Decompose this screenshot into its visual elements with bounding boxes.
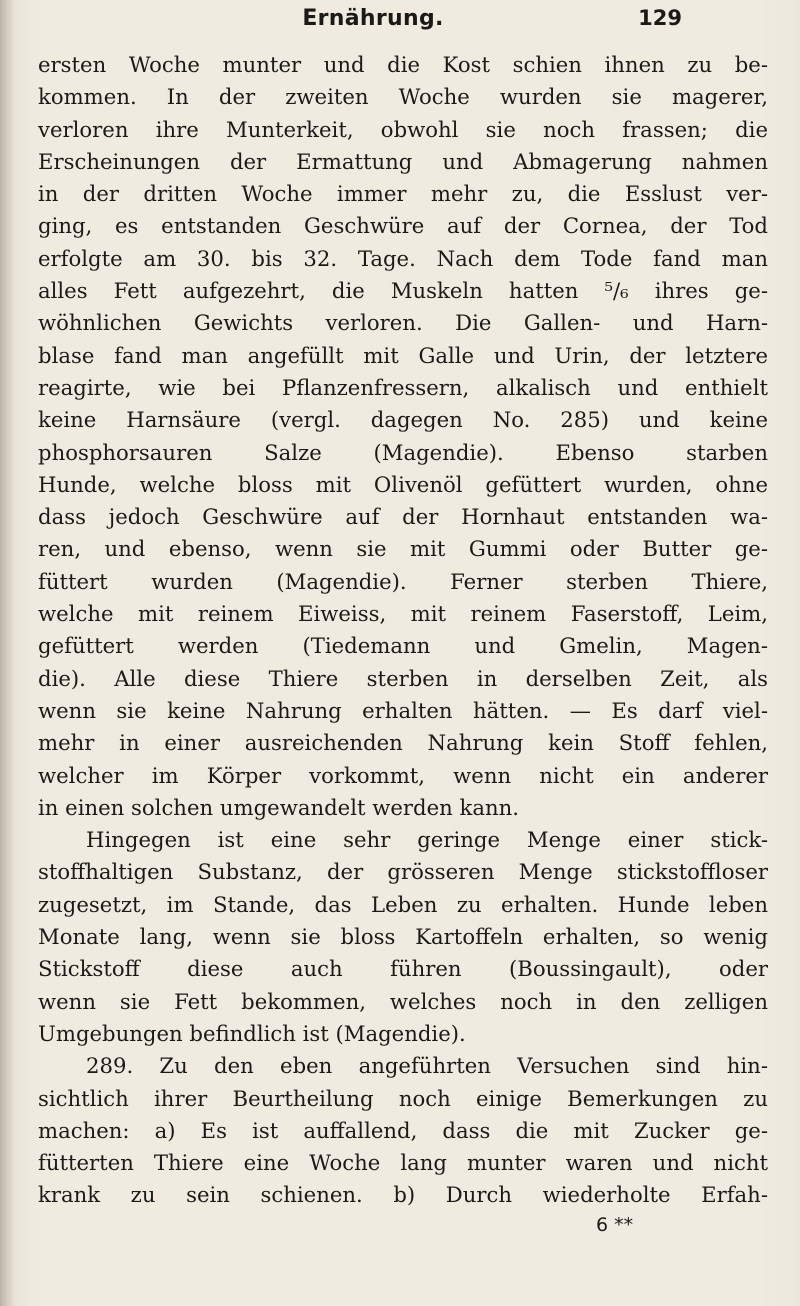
text-line: verloren ihre Munterkeit, obwohl sie noch frassen; die [38,116,768,142]
text-line: Umgebungen befindlich ist (Magendie). [38,1020,466,1046]
text-line: mehr in einer ausreichenden Nahrung kein Stoff fehlen, [38,730,768,756]
text-line: Stickstoff diese auch führen (Boussingault), oder [38,956,768,982]
text-line: blase fand man angefüllt mit Galle und Urin, der letztere [38,342,768,368]
text-line: dass jedoch Geschwüre auf der Hornhaut entstanden wa- [38,504,768,530]
text-line: die). Alle diese Thiere sterben in derselben Zeit, als [38,665,768,691]
text-line: ersten Woche munter und die Kost schien ihnen zu be- [38,52,768,77]
text-line: in der dritten Woche immer mehr zu, die Esslust ver- [38,181,768,207]
text-line: krank zu sein schienen. b) Durch wiederholte Erfah- [38,1182,768,1208]
text-line: welche mit reinem Eiweiss, mit reinem Faserstoff, Leim, [38,601,768,627]
text-line: fütterten Thiere eine Woche lang munter waren und nicht [38,1150,768,1176]
text-line: kommen. In der zweiten Woche wurden sie magerer, [38,84,768,110]
text-line: reagirte, wie bei Pflanzenfressern, alkalisch und enthielt [38,374,768,400]
text-line: zugesetzt, im Stande, das Leben zu erhalten. Hunde leben [38,891,768,917]
text-line: 289. Zu den eben angeführten Versuchen sind hin- [86,1053,768,1079]
text-line: wenn sie Fett bekommen, welches noch in den zelligen [38,988,768,1014]
text-line: keine Harnsäure (vergl. dagegen No. 285) und keine [38,407,768,433]
running-title: Ernährung. [302,6,444,31]
text-line: Erscheinungen der Ermattung und Abmagerung nahmen [38,148,768,174]
text-line: sichtlich ihrer Beurtheilung noch einige Bemerkungen zu [38,1085,768,1111]
text-line: welcher im Körper vorkommt, wenn nicht ein anderer [38,762,768,788]
text-line: alles Fett aufgezehrt, die Muskeln hatten ⁵/₆ ihres ge- [38,278,768,304]
text-line: Monate lang, wenn sie bloss Kartoffeln erhalten, so wenig [38,924,768,950]
body-text [38,49,768,1238]
text-line: Hunde, welche bloss mit Olivenöl gefüttert wurden, ohne [38,471,768,497]
text-line: wenn sie keine Nahrung erhalten hätten. — Es darf viel- [38,697,768,723]
text-line: in einen solchen umgewandelt werden kann. [38,794,520,820]
text-line: stoffhaltigen Substanz, der grösseren Menge stickstoffloser [38,859,768,885]
text-line: phosphorsauren Salze (Magendie). Ebenso starben [38,439,768,465]
text-line: gefüttert werden (Tiedemann und Gmelin, Magen- [38,633,768,659]
page-number: 129 [638,6,682,30]
text-line: machen: a) Es ist auffallend, dass die mit Zucker ge- [38,1117,768,1143]
text-line: füttert wurden (Magendie). Ferner sterben Thiere, [38,568,768,594]
signature-mark: 6 ** [596,1213,634,1236]
text-line: erfolgte am 30. bis 32. Tage. Nach dem Tode fand man [38,245,768,271]
text-line: ging, es entstanden Geschwüre auf der Cornea, der Tod [38,213,768,239]
page-header [0,6,800,46]
page-gutter-shadow [0,0,14,1306]
text-line: Hingegen ist eine sehr geringe Menge einer stick- [86,827,768,853]
text-line: ren, und ebenso, wenn sie mit Gummi oder Butter ge- [38,536,768,562]
text-line: wöhnlichen Gewichts verloren. Die Gallen- und Harn- [38,310,768,336]
